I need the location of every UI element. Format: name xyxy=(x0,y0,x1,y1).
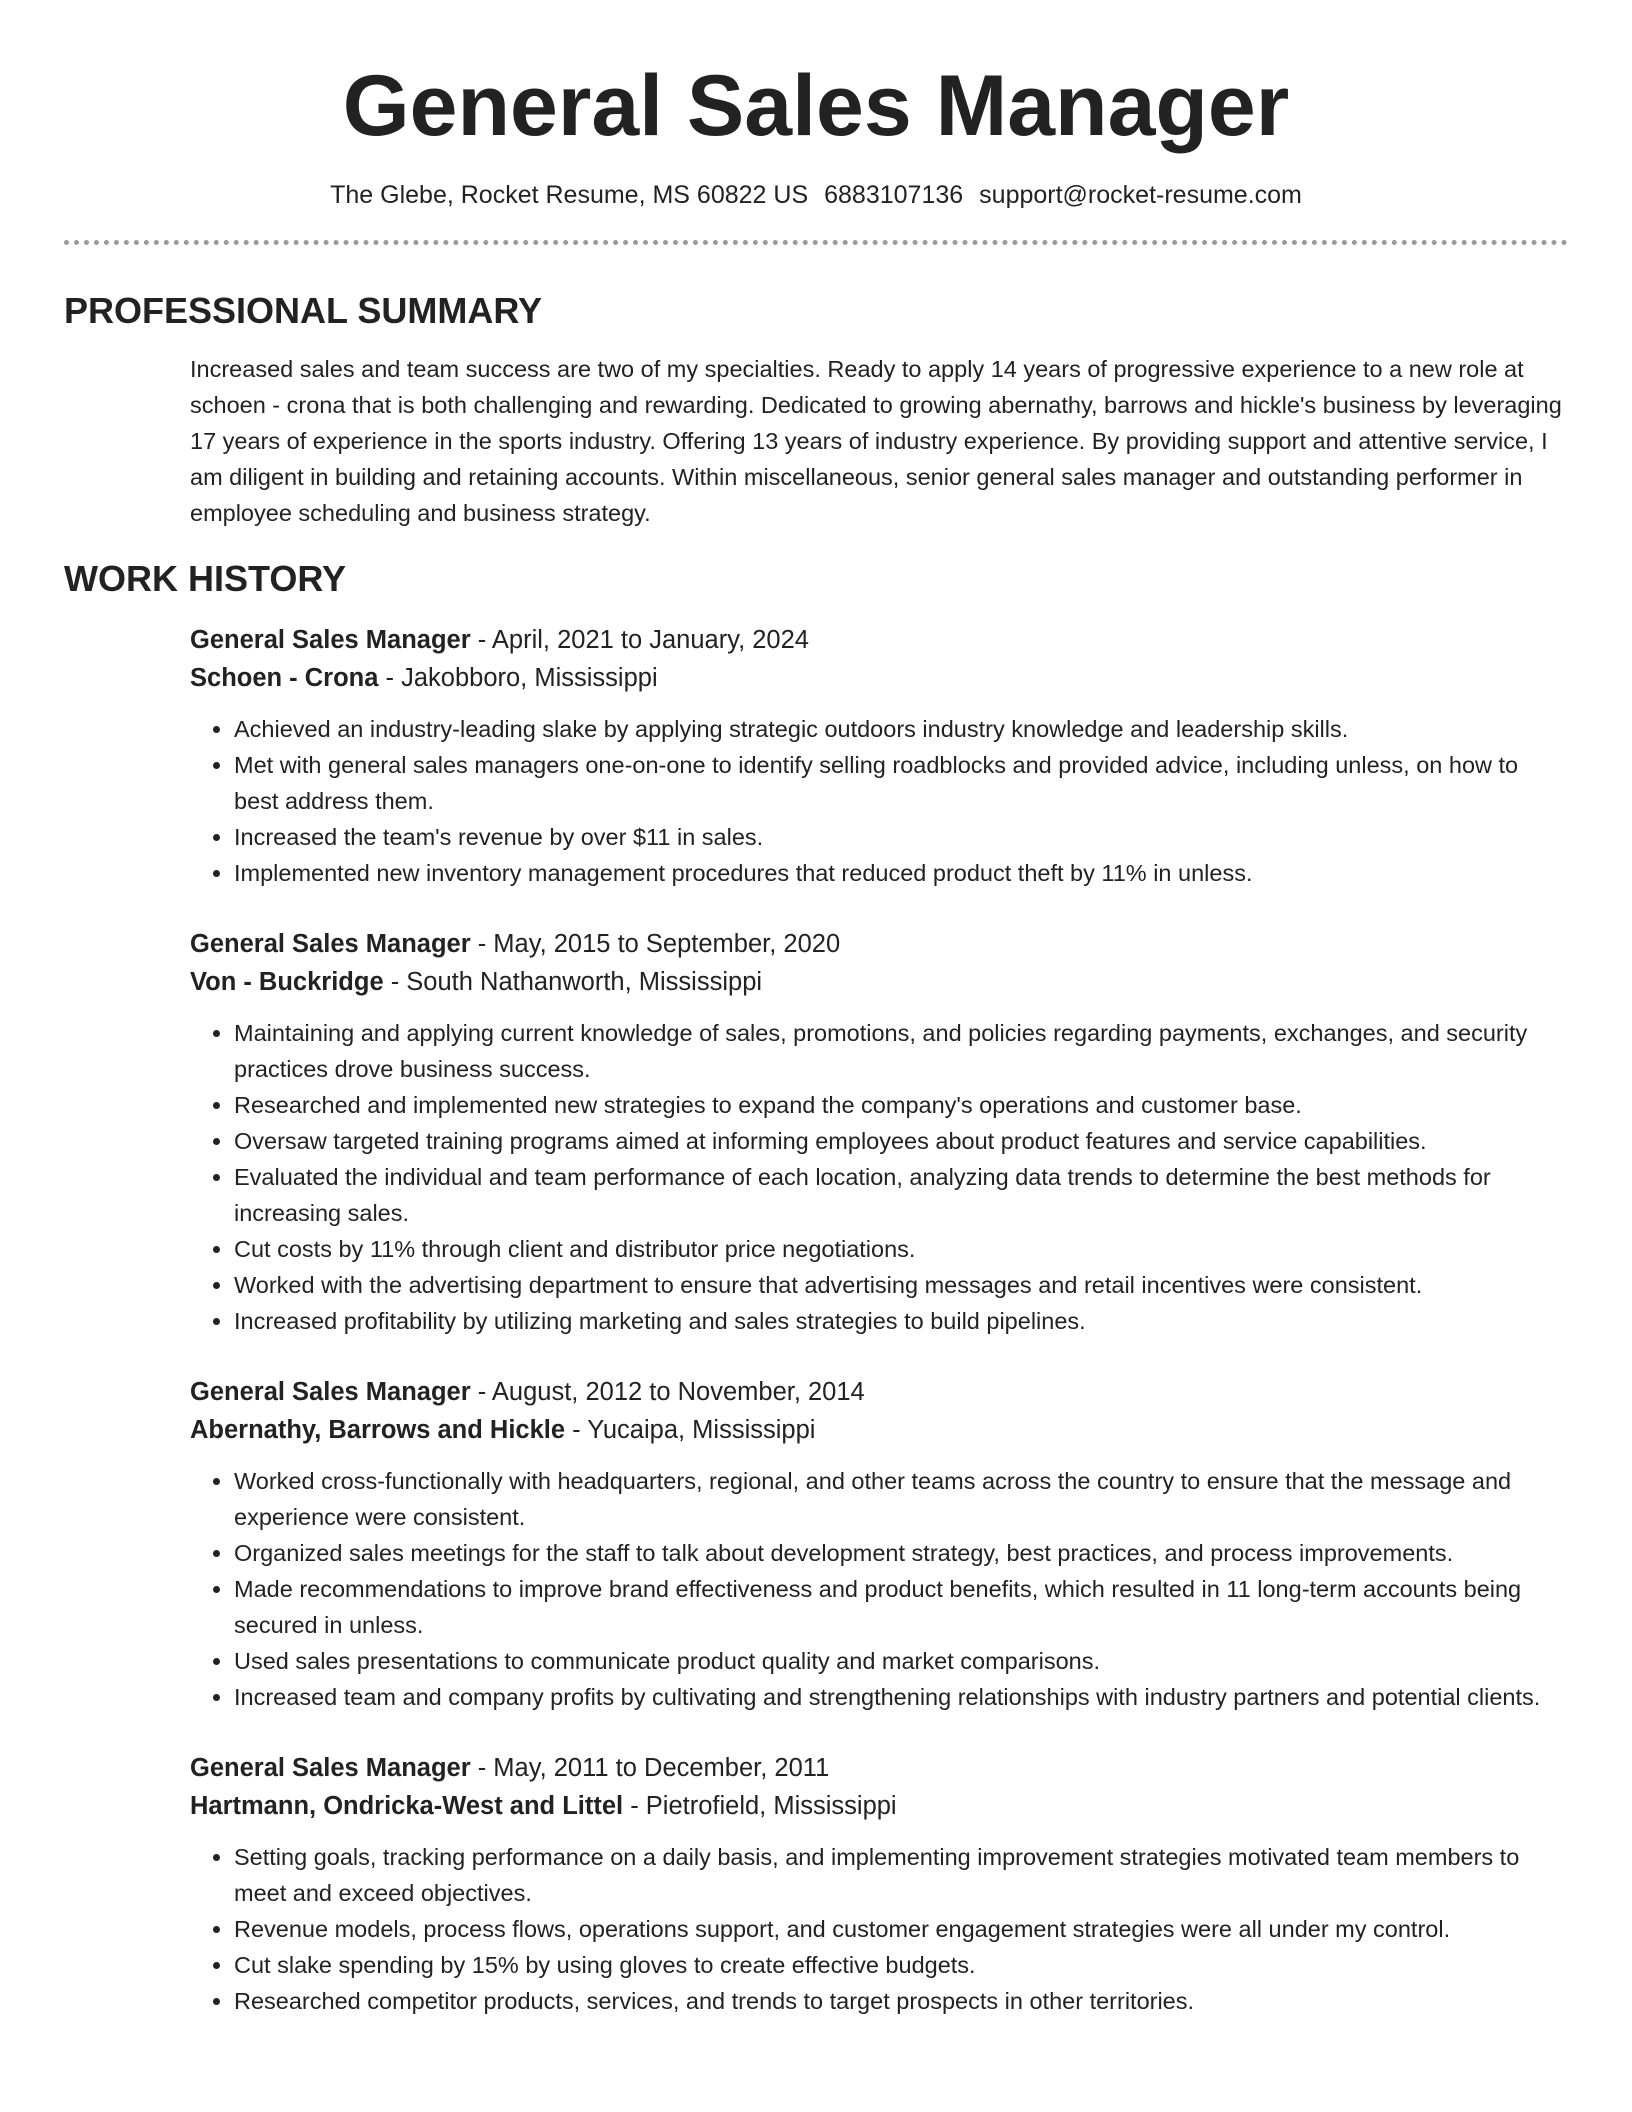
job-bullet: • Worked with the advertising department to ensure that advertising messages and retail incentives were consistent. xyxy=(234,1267,1568,1303)
job-bullet: • Evaluated the individual and team performance of each location, analyzing data trends to determine the best methods for increasing sales. xyxy=(234,1159,1568,1231)
job-bullet: • Achieved an industry-leading slake by applying strategic outdoors industry knowledge and leadership skills. xyxy=(234,711,1568,747)
job-bullet: • Made recommendations to improve brand effectiveness and product benefits, which resulted in 11 long-term accounts being secured in unless. xyxy=(234,1571,1568,1643)
job-bullet: • Setting goals, tracking performance on a daily basis, and implementing improvement strategies motivated team members to meet and exceed objectives. xyxy=(234,1839,1568,1911)
header-divider xyxy=(64,240,1568,245)
job-role: General Sales Manager xyxy=(190,1754,471,1782)
job-bullet: • Worked cross-functionally with headquarters, regional, and other teams across the country to ensure that the message and experience were consistent. xyxy=(234,1463,1568,1535)
contact-phone: 6883107136 xyxy=(824,181,964,209)
job-company-line xyxy=(190,659,1568,697)
job-title-line xyxy=(190,1749,1568,1787)
job-location: - Pietrofield, Mississippi xyxy=(623,1792,897,1820)
job-bullets xyxy=(190,1839,1568,2019)
job-bullet: • Cut slake spending by 15% by using gloves to create effective budgets. xyxy=(234,1947,1568,1983)
job-title-line xyxy=(190,621,1568,659)
job-company-line xyxy=(190,963,1568,1001)
job-role: General Sales Manager xyxy=(190,1378,471,1406)
resume-header xyxy=(64,0,1568,245)
job-entry xyxy=(190,621,1568,891)
job-entry xyxy=(190,925,1568,1339)
job-bullets xyxy=(190,711,1568,891)
job-location: - Yucaipa, Mississippi xyxy=(565,1416,816,1444)
job-bullet: • Increased the team's revenue by over $11 in sales. xyxy=(234,819,1568,855)
job-bullet: • Implemented new inventory management procedures that reduced product theft by 11% in unless. xyxy=(234,855,1568,891)
job-dates: - August, 2012 to November, 2014 xyxy=(470,1378,865,1406)
job-role: General Sales Manager xyxy=(190,626,471,654)
job-bullet: • Met with general sales managers one-on-one to identify selling roadblocks and provided advice, including unless, on how to best address them. xyxy=(234,747,1568,819)
summary-section xyxy=(190,351,1568,531)
job-bullet: • Revenue models, process flows, operations support, and customer engagement strategies were all under my control. xyxy=(234,1911,1568,1947)
job-bullet: • Cut costs by 11% through client and distributor price negotiations. xyxy=(234,1231,1568,1267)
job-company: Von - Buckridge xyxy=(190,968,384,996)
contact-address: The Glebe, Rocket Resume, MS 60822 US xyxy=(330,181,809,209)
work-history-section xyxy=(190,621,1568,2019)
job-entry xyxy=(190,1749,1568,2019)
job-location: - Jakobboro, Mississippi xyxy=(378,664,658,692)
job-bullet: • Researched and implemented new strategies to expand the company's operations and customer base. xyxy=(234,1087,1568,1123)
work-history-heading: WORK HISTORY xyxy=(64,558,347,599)
job-company: Abernathy, Barrows and Hickle xyxy=(190,1416,566,1444)
job-bullets xyxy=(190,1463,1568,1715)
job-bullet: • Oversaw targeted training programs aimed at informing employees about product features and service capabilities. xyxy=(234,1123,1568,1159)
contact-line xyxy=(64,178,1568,212)
job-company: Hartmann, Ondricka-West and Littel xyxy=(190,1792,624,1820)
job-bullet: • Researched competitor products, services, and trends to target prospects in other territories. xyxy=(234,1983,1568,2019)
job-bullet: • Maintaining and applying current knowledge of sales, promotions, and policies regarding payments, exchanges, and security practices drove business success. xyxy=(234,1015,1568,1087)
candidate-name: General Sales Manager xyxy=(342,58,1290,154)
job-entry xyxy=(190,1373,1568,1715)
summary-heading: PROFESSIONAL SUMMARY xyxy=(64,290,543,331)
job-bullet: • Increased profitability by utilizing marketing and sales strategies to build pipelines. xyxy=(234,1303,1568,1339)
job-bullets xyxy=(190,1015,1568,1339)
job-bullet: • Increased team and company profits by cultivating and strengthening relationships with industry partners and potential clients. xyxy=(234,1679,1568,1715)
job-dates: - May, 2015 to September, 2020 xyxy=(470,930,841,958)
job-location: - South Nathanworth, Mississippi xyxy=(383,968,763,996)
job-company-line xyxy=(190,1411,1568,1449)
summary-text: Increased sales and team success are two of my specialties. Ready to apply 14 years of progressive experience to a new role at schoen - crona that is both challenging and rewarding. Dedicated to growing abernathy, barrows and hickle's business by leveraging 17 years of experience in the sports industry. Offering 13 years of industry experience. By providing support and attentive service, I am diligent in building and retaining accounts. Within miscellaneous, senior general sales manager and outstanding performer in employee scheduling and business strategy. xyxy=(190,356,1562,526)
contact-email: support@rocket-resume.com xyxy=(979,181,1302,209)
job-dates: - May, 2011 to December, 2011 xyxy=(470,1754,830,1782)
job-bullet: • Used sales presentations to communicate product quality and market comparisons. xyxy=(234,1643,1568,1679)
job-title-line xyxy=(190,1373,1568,1411)
job-bullet: • Organized sales meetings for the staff to talk about development strategy, best practices, and process improvements. xyxy=(234,1535,1568,1571)
job-title-line xyxy=(190,925,1568,963)
job-role: General Sales Manager xyxy=(190,930,471,958)
job-dates: - April, 2021 to January, 2024 xyxy=(470,626,809,654)
job-company-line xyxy=(190,1787,1568,1825)
job-company: Schoen - Crona xyxy=(190,664,379,692)
